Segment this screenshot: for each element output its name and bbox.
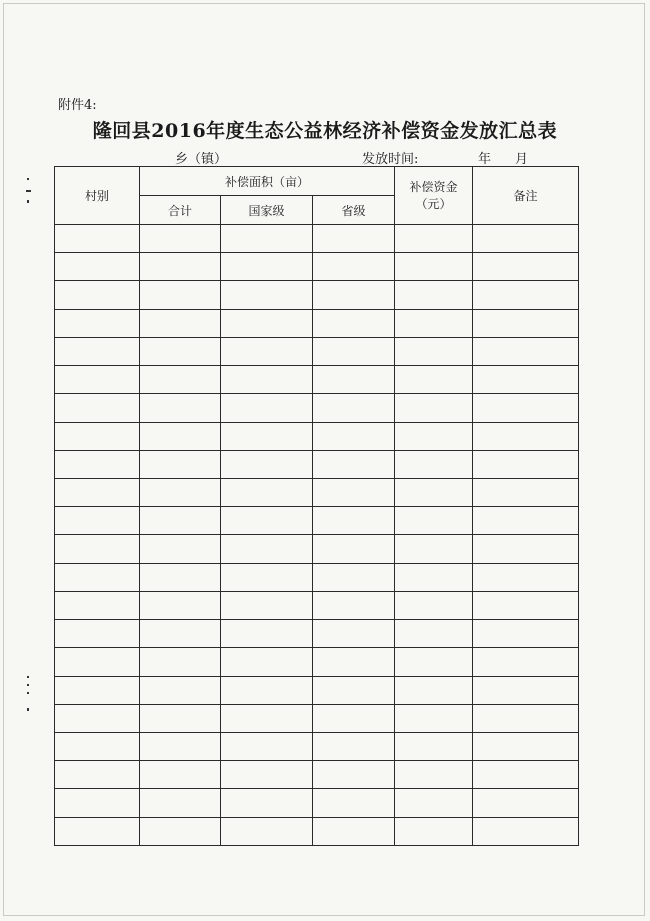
table-row xyxy=(55,620,579,648)
fund-cell xyxy=(395,478,473,506)
table-row xyxy=(55,507,579,535)
header-total: 合计 xyxy=(140,196,221,225)
village-cell xyxy=(55,337,140,365)
fund-cell xyxy=(395,789,473,817)
table-row xyxy=(55,337,579,365)
village-cell xyxy=(55,253,140,281)
fund-cell xyxy=(395,450,473,478)
national-cell xyxy=(221,450,313,478)
fund-cell xyxy=(395,281,473,309)
fund-cell xyxy=(395,563,473,591)
remarks-cell xyxy=(473,337,579,365)
binding-mark xyxy=(27,692,29,694)
provincial-cell xyxy=(313,478,395,506)
header-national: 国家级 xyxy=(221,196,313,225)
remarks-cell xyxy=(473,761,579,789)
provincial-cell xyxy=(313,620,395,648)
table-row xyxy=(55,535,579,563)
header-compensation-fund-line2: （元） xyxy=(415,196,452,211)
village-cell xyxy=(55,817,140,845)
national-cell xyxy=(221,281,313,309)
provincial-cell xyxy=(313,761,395,789)
national-cell xyxy=(221,591,313,619)
village-cell xyxy=(55,591,140,619)
remarks-cell xyxy=(473,225,579,253)
village-cell xyxy=(55,478,140,506)
table-row xyxy=(55,309,579,337)
fund-cell xyxy=(395,591,473,619)
total-cell xyxy=(140,817,221,845)
remarks-cell xyxy=(473,620,579,648)
fund-cell xyxy=(395,253,473,281)
total-cell xyxy=(140,450,221,478)
total-cell xyxy=(140,225,221,253)
table-row xyxy=(55,281,579,309)
national-cell xyxy=(221,225,313,253)
provincial-cell xyxy=(313,676,395,704)
national-cell xyxy=(221,478,313,506)
provincial-cell xyxy=(313,535,395,563)
village-cell xyxy=(55,450,140,478)
national-cell xyxy=(221,394,313,422)
header-village: 村别 xyxy=(55,167,140,225)
total-cell xyxy=(140,507,221,535)
table-row xyxy=(55,648,579,676)
table-row xyxy=(55,253,579,281)
village-cell xyxy=(55,620,140,648)
fund-cell xyxy=(395,704,473,732)
fund-cell xyxy=(395,648,473,676)
provincial-cell xyxy=(313,507,395,535)
table-body xyxy=(55,225,579,846)
total-cell xyxy=(140,704,221,732)
village-cell xyxy=(55,563,140,591)
table-row xyxy=(55,732,579,760)
national-cell xyxy=(221,620,313,648)
total-cell xyxy=(140,648,221,676)
provincial-cell xyxy=(313,394,395,422)
table-row xyxy=(55,225,579,253)
remarks-cell xyxy=(473,394,579,422)
header-compensation-area: 补偿面积（亩） xyxy=(140,167,395,196)
remarks-cell xyxy=(473,253,579,281)
total-cell xyxy=(140,337,221,365)
binding-mark xyxy=(27,178,29,180)
table-row xyxy=(55,704,579,732)
remarks-cell xyxy=(473,366,579,394)
header-compensation-fund xyxy=(395,167,473,225)
header-remarks: 备注 xyxy=(473,167,579,225)
village-cell xyxy=(55,789,140,817)
village-cell xyxy=(55,394,140,422)
total-cell xyxy=(140,309,221,337)
national-cell xyxy=(221,253,313,281)
total-cell xyxy=(140,535,221,563)
national-cell xyxy=(221,563,313,591)
provincial-cell xyxy=(313,225,395,253)
national-cell xyxy=(221,704,313,732)
national-cell xyxy=(221,817,313,845)
national-cell xyxy=(221,676,313,704)
table-row xyxy=(55,366,579,394)
remarks-cell xyxy=(473,789,579,817)
table-row xyxy=(55,817,579,845)
village-cell xyxy=(55,676,140,704)
total-cell xyxy=(140,591,221,619)
village-cell xyxy=(55,422,140,450)
total-cell xyxy=(140,620,221,648)
binding-mark xyxy=(27,684,29,686)
fund-cell xyxy=(395,507,473,535)
table-row xyxy=(55,676,579,704)
remarks-cell xyxy=(473,478,579,506)
national-cell xyxy=(221,648,313,676)
provincial-cell xyxy=(313,309,395,337)
remarks-cell xyxy=(473,535,579,563)
fund-cell xyxy=(395,732,473,760)
total-cell xyxy=(140,761,221,789)
header-row xyxy=(55,167,579,196)
provincial-cell xyxy=(313,281,395,309)
provincial-cell xyxy=(313,563,395,591)
village-cell xyxy=(55,704,140,732)
header-provincial: 省级 xyxy=(313,196,395,225)
village-cell xyxy=(55,281,140,309)
national-cell xyxy=(221,366,313,394)
national-cell xyxy=(221,789,313,817)
remarks-cell xyxy=(473,450,579,478)
table-row xyxy=(55,563,579,591)
document-title: 隆回县2016年度生态公益林经济补偿资金发放汇总表 xyxy=(92,120,558,142)
remarks-cell xyxy=(473,676,579,704)
fund-cell xyxy=(395,225,473,253)
table-row xyxy=(55,422,579,450)
total-cell xyxy=(140,253,221,281)
provincial-cell xyxy=(313,817,395,845)
total-cell xyxy=(140,394,221,422)
table-row xyxy=(55,394,579,422)
provincial-cell xyxy=(313,789,395,817)
month-label: 月 xyxy=(515,152,529,167)
provincial-cell xyxy=(313,450,395,478)
village-cell xyxy=(55,366,140,394)
total-cell xyxy=(140,478,221,506)
total-cell xyxy=(140,366,221,394)
village-cell xyxy=(55,535,140,563)
remarks-cell xyxy=(473,591,579,619)
remarks-cell xyxy=(473,563,579,591)
table-row xyxy=(55,789,579,817)
fund-cell xyxy=(395,676,473,704)
header-compensation-fund-line1: 补偿资金 xyxy=(409,179,458,194)
table-row xyxy=(55,761,579,789)
national-cell xyxy=(221,422,313,450)
remarks-cell xyxy=(473,648,579,676)
year-label: 年 xyxy=(478,152,492,167)
town-label: 乡（镇） xyxy=(175,152,228,167)
national-cell xyxy=(221,337,313,365)
table-row xyxy=(55,478,579,506)
binding-mark xyxy=(27,200,29,203)
remarks-cell xyxy=(473,817,579,845)
provincial-cell xyxy=(313,704,395,732)
binding-mark xyxy=(27,708,29,711)
national-cell xyxy=(221,309,313,337)
remarks-cell xyxy=(473,704,579,732)
remarks-cell xyxy=(473,309,579,337)
attachment-label: 附件4: xyxy=(58,98,97,113)
total-cell xyxy=(140,789,221,817)
national-cell xyxy=(221,732,313,760)
national-cell xyxy=(221,507,313,535)
national-cell xyxy=(221,535,313,563)
provincial-cell xyxy=(313,253,395,281)
provincial-cell xyxy=(313,337,395,365)
village-cell xyxy=(55,309,140,337)
provincial-cell xyxy=(313,732,395,760)
table-row xyxy=(55,450,579,478)
village-cell xyxy=(55,648,140,676)
issue-time-label: 发放时间: xyxy=(362,152,419,167)
total-cell xyxy=(140,732,221,760)
summary-table xyxy=(54,166,579,846)
remarks-cell xyxy=(473,422,579,450)
fund-cell xyxy=(395,422,473,450)
village-cell xyxy=(55,761,140,789)
fund-cell xyxy=(395,535,473,563)
provincial-cell xyxy=(313,366,395,394)
village-cell xyxy=(55,507,140,535)
village-cell xyxy=(55,225,140,253)
binding-mark xyxy=(27,676,29,678)
provincial-cell xyxy=(313,591,395,619)
total-cell xyxy=(140,281,221,309)
fund-cell xyxy=(395,761,473,789)
fund-cell xyxy=(395,620,473,648)
provincial-cell xyxy=(313,648,395,676)
national-cell xyxy=(221,761,313,789)
remarks-cell xyxy=(473,732,579,760)
total-cell xyxy=(140,563,221,591)
provincial-cell xyxy=(313,422,395,450)
binding-mark xyxy=(26,190,31,192)
total-cell xyxy=(140,422,221,450)
fund-cell xyxy=(395,817,473,845)
table-row xyxy=(55,591,579,619)
village-cell xyxy=(55,732,140,760)
total-cell xyxy=(140,676,221,704)
fund-cell xyxy=(395,366,473,394)
remarks-cell xyxy=(473,281,579,309)
fund-cell xyxy=(395,309,473,337)
fund-cell xyxy=(395,337,473,365)
fund-cell xyxy=(395,394,473,422)
remarks-cell xyxy=(473,507,579,535)
